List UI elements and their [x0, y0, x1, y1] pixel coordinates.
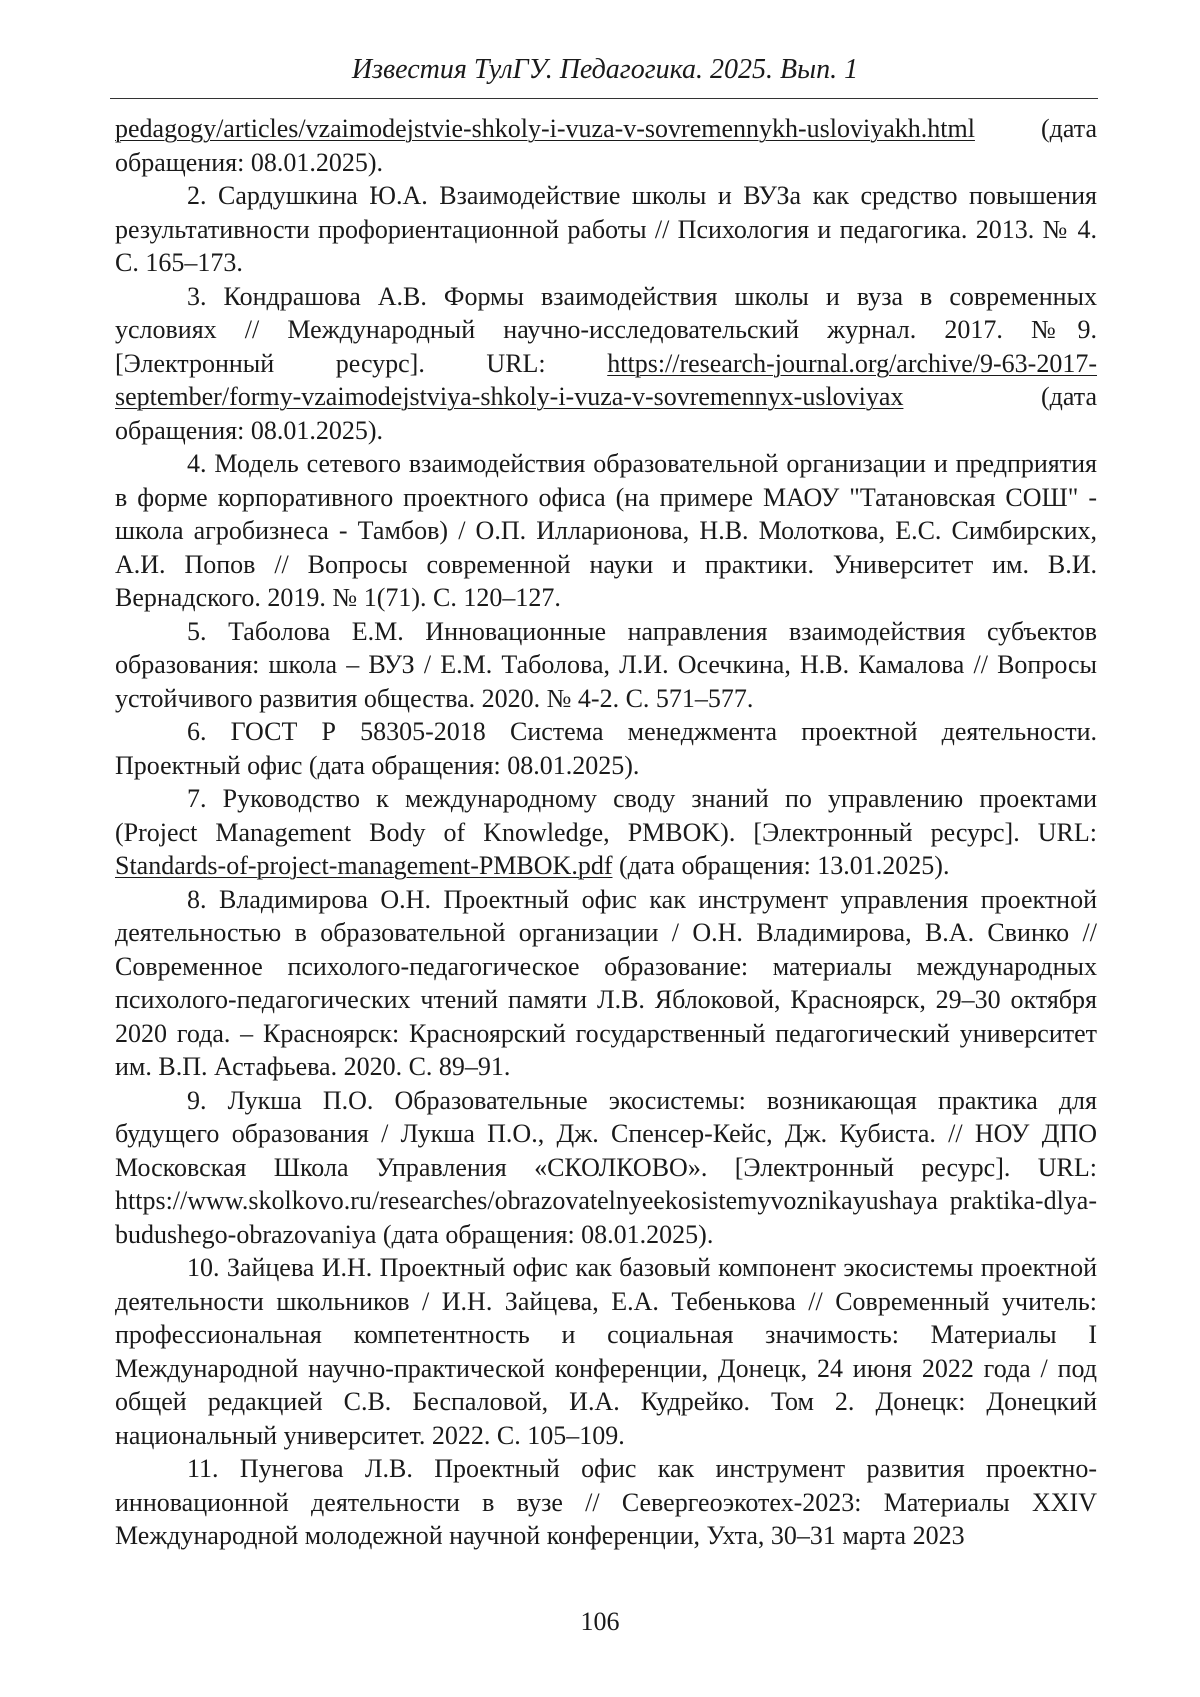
- running-header: Известия ТулГУ. Педагогика. 2025. Вып. 1: [351, 54, 859, 85]
- reference-item-11: [115, 1452, 1097, 1553]
- reference-text: 6. ГОСТ Р 58305-2018 Система менеджмента проектной деятельности. Проектный офис (дата обращения: 08.01.2025).: [115, 717, 1097, 780]
- reference-text: 3. Кондрашова А.В. Формы взаимодействия школы и вуза в современных условиях // Международный научно-исследовательский журнал. 2017. №9. [Электронный ресурс]. URL:: [115, 281, 1097, 378]
- reference-text: (дата обращения: 08.01.2025).: [115, 114, 1097, 177]
- reference-item-3: [115, 280, 1097, 448]
- reference-url-link[interactable]: https://research-journal.org/archive/9-63-2017-september/formy-vzaimodejstviya-shkoly-i-vuza-v-sovremennyx-usloviyax: [115, 348, 1097, 411]
- reference-item-8: [115, 883, 1097, 1084]
- reference-text: 2. Сардушкина Ю.А. Взаимодействие школы и ВУЗа как средство повышения результативности профориентационной работы // Психология и педагогика. 2013. № 4. С. 165–173.: [115, 181, 1097, 277]
- reference-item-2: [115, 179, 1097, 280]
- reference-text: 8. Владимирова О.Н. Проектный офис как инструмент управления проектной деятельностью в образовательной организации / О.Н. Владимирова, В.А. Свинко // Современное психолого-педагогическое образование: материалы международных психолого-педагогических чтений памяти Л.В. Яблоковой, Красноярск, 29–30 октября 2020 года. – Красноярск: Красноярский государственный педагогический университет им. В.П. Астафьева. 2020. С. 89–91.: [115, 884, 1097, 1081]
- reference-item-7: [115, 782, 1097, 883]
- reference-item-10: [115, 1251, 1097, 1452]
- reference-item-9: [115, 1084, 1097, 1252]
- reference-list: [115, 112, 1097, 1553]
- page-number: 106: [580, 1607, 620, 1636]
- reference-item-5: [115, 615, 1097, 716]
- reference-text: 10. Зайцева И.Н. Проектный офис как базовый компонент экосистемы проектной деятельности школьников / И.Н. Зайцева, Е.А. Тебенькова // Современный учитель: профессиональная компетентность и социальная значимость: Материалы I Международной научно-практической конференции, Донецк, 24 июня 2022 года / под общей редакцией С.В. Беспаловой, И.А. Кудрейко. Том 2. Донецк: Донецкий национальный университет. 2022. С. 105–109.: [115, 1253, 1097, 1450]
- reference-text: 9. Лукша П.О. Образовательные экосистемы: возникающая практика для будущего образования / Лукша П.О., Дж. Спенсер-Кейс, Дж. Кубиста. // НОУ ДПО Московская Школа Управления «СКОЛКОВО». [Электронный ресурс]. URL: https://www.skolkovo.ru/researches/obrazovatelnyeekosistemyvoznikayushaya praktika-dlya-budushego-obrazovaniya (дата обращения: 08.01.2025).: [115, 1085, 1097, 1249]
- header-divider: [110, 98, 1098, 99]
- reference-item-6: [115, 715, 1097, 782]
- reference-text: 7. Руководство к международному своду знаний по управлению проектами (Project Management Body of Knowledge, PMBOK). [Электронный ресурс]. URL:: [115, 784, 1097, 847]
- reference-text: 11. Пунегова Л.В. Проектный офис как инструмент развития проектно-инновационной деятельности в вузе // Севергеоэкотех-2023: Материалы XXIV Международной молодежной научной конференции, Ухта, 30–31 марта 2023: [115, 1454, 1097, 1550]
- reference-url-link[interactable]: Standards-of-project-management-PMBOK.pdf: [115, 851, 613, 880]
- reference-url-link[interactable]: pedagogy/articles/vzaimodejstvie-shkoly-i-vuza-v-sovremennykh-usloviyakh.html: [115, 114, 975, 143]
- reference-text: (дата обращения: 13.01.2025).: [612, 851, 950, 880]
- reference-continuation: [115, 112, 1097, 179]
- reference-text: 4. Модель сетевого взаимодействия образовательной организации и предприятия в форме корпоративного проектного офиса (на примере МАОУ "Татановская СОШ" - школа агробизнеса - Тамбов) / О.П. Илларионова, Н.В. Молоткова, Е.С. Симбирских, А.И. Попов // Вопросы современной науки и практики. Университет им. В.И. Вернадского. 2019. № 1(71). С. 120–127.: [115, 449, 1097, 612]
- reference-item-4: [115, 447, 1097, 615]
- reference-text: 5. Таболова Е.М. Инновационные направления взаимодействия субъектов образования: школа – ВУЗ / Е.М. Таболова, Л.И. Осечкина, Н.В. Камалова // Вопросы устойчивого развития общества. 2020. № 4-2. С. 571–577.: [115, 616, 1097, 713]
- reference-text: (дата обращения: 08.01.2025).: [115, 382, 1097, 445]
